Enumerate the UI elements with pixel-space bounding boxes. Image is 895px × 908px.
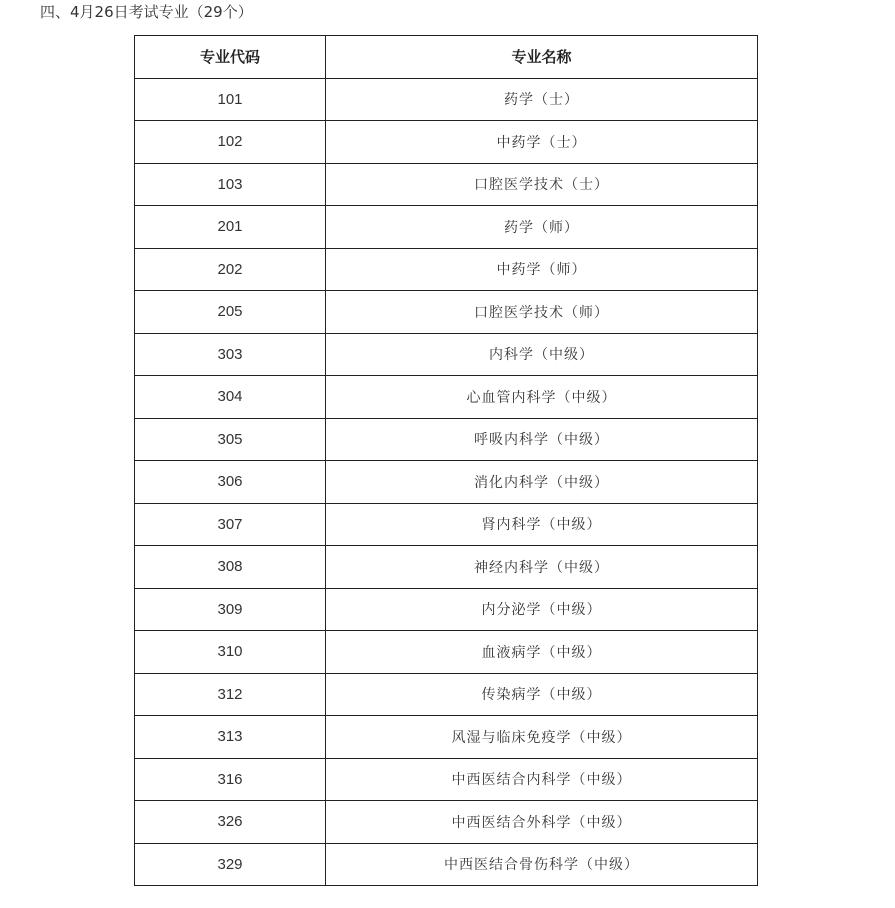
table-row <box>135 121 758 164</box>
major-name-cell: 呼吸内科学（中级） <box>326 418 758 461</box>
table-row <box>135 588 758 631</box>
major-name-cell: 心血管内科学（中级） <box>326 376 758 419</box>
table-row <box>135 546 758 589</box>
table-row <box>135 503 758 546</box>
table-row <box>135 291 758 334</box>
major-name-cell: 中西医结合内科学（中级） <box>326 758 758 801</box>
major-code-cell: 308 <box>135 546 326 589</box>
table-row <box>135 376 758 419</box>
major-code-cell: 313 <box>135 716 326 759</box>
table-row <box>135 758 758 801</box>
major-name-cell: 消化内科学（中级） <box>326 461 758 504</box>
major-code-cell: 305 <box>135 418 326 461</box>
table-row <box>135 78 758 121</box>
major-name-cell: 口腔医学技术（士） <box>326 163 758 206</box>
major-code-cell: 201 <box>135 206 326 249</box>
major-code-cell: 329 <box>135 843 326 886</box>
major-name-cell: 中西医结合外科学（中级） <box>326 801 758 844</box>
major-code-cell: 326 <box>135 801 326 844</box>
major-code-cell: 103 <box>135 163 326 206</box>
major-name-cell: 药学（士） <box>326 78 758 121</box>
majors-table <box>134 35 758 886</box>
major-name-cell: 血液病学（中级） <box>326 631 758 674</box>
column-header-name: 专业名称 <box>326 36 758 79</box>
major-code-cell: 102 <box>135 121 326 164</box>
major-name-cell: 风湿与临床免疫学（中级） <box>326 716 758 759</box>
major-code-cell: 303 <box>135 333 326 376</box>
major-name-cell: 中西医结合骨伤科学（中级） <box>326 843 758 886</box>
table-row <box>135 163 758 206</box>
major-code-cell: 312 <box>135 673 326 716</box>
major-name-cell: 肾内科学（中级） <box>326 503 758 546</box>
major-code-cell: 202 <box>135 248 326 291</box>
table-row <box>135 631 758 674</box>
table-row <box>135 333 758 376</box>
major-code-cell: 205 <box>135 291 326 334</box>
major-name-cell: 传染病学（中级） <box>326 673 758 716</box>
major-code-cell: 304 <box>135 376 326 419</box>
major-code-cell: 306 <box>135 461 326 504</box>
major-name-cell: 中药学（士） <box>326 121 758 164</box>
table-row <box>135 418 758 461</box>
major-name-cell: 药学（师） <box>326 206 758 249</box>
major-name-cell: 中药学（师） <box>326 248 758 291</box>
major-code-cell: 310 <box>135 631 326 674</box>
table-header-row <box>135 36 758 79</box>
column-header-code: 专业代码 <box>135 36 326 79</box>
table-row <box>135 248 758 291</box>
major-code-cell: 101 <box>135 78 326 121</box>
major-name-cell: 神经内科学（中级） <box>326 546 758 589</box>
table-row <box>135 801 758 844</box>
major-name-cell: 内分泌学（中级） <box>326 588 758 631</box>
major-code-cell: 309 <box>135 588 326 631</box>
table-row <box>135 673 758 716</box>
table-row <box>135 461 758 504</box>
major-code-cell: 316 <box>135 758 326 801</box>
table-row <box>135 206 758 249</box>
table-row <box>135 843 758 886</box>
table-body <box>135 78 758 886</box>
major-code-cell: 307 <box>135 503 326 546</box>
major-name-cell: 内科学（中级） <box>326 333 758 376</box>
section-heading: 四、4月26日考试专业（29个） <box>40 3 253 21</box>
table-row <box>135 716 758 759</box>
major-name-cell: 口腔医学技术（师） <box>326 291 758 334</box>
